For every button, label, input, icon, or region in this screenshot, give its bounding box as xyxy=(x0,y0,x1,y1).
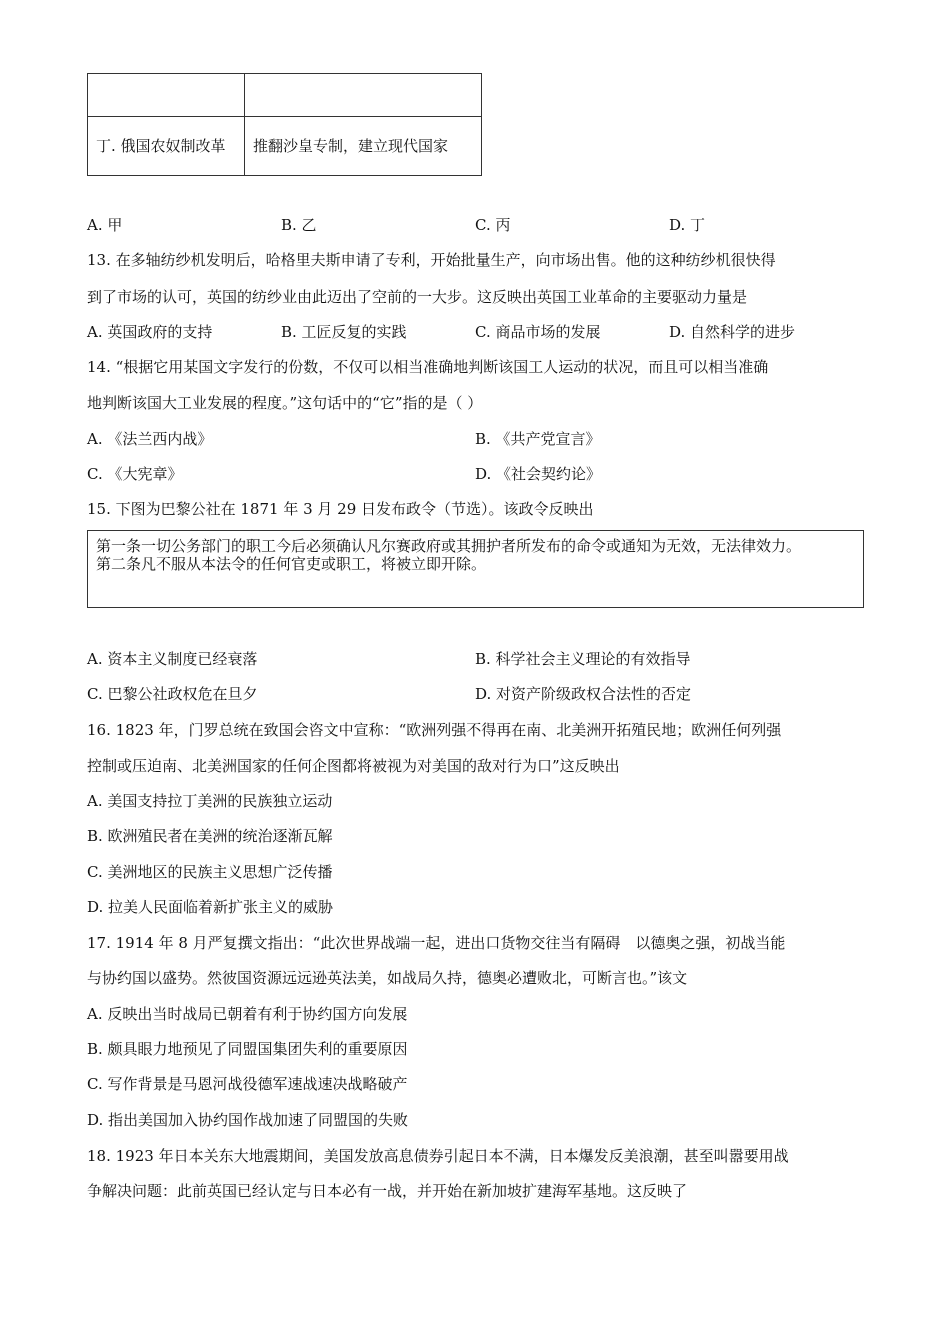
q16-stem-line: 控制或压迫南、北美洲国家的任何企图都将被视为对美国的敌对行为口”这反映出 xyxy=(87,757,620,775)
q13-option-c: C. 商品市场的发展 xyxy=(475,323,601,341)
q18-stem-line: 18. 1923 年日本关东大地震期间，美国发放高息债券引起日本不满，日本爆发反美浪潮，甚至叫嚣要用战 xyxy=(87,1147,789,1165)
q17-stem-line: 17. 1914 年 8 月严复撰文指出：“此次世界战端一起，进出口货物交往当有隔碍 以德奥之强，初战当能 xyxy=(87,934,786,952)
q15-stem-line: 15. 下图为巴黎公社在 1871 年 3 月 29 日发布政令（节选）。该政令反映出 xyxy=(87,500,594,518)
q16-stem-line: 16. 1823 年，门罗总统在致国会咨文中宣称：“欧洲列强不得再在南、北美洲开拓殖民地；欧洲任何列强 xyxy=(87,721,782,739)
q12-option-a: A. 甲 xyxy=(87,216,123,234)
q17-option-b: B. 颇具眼力地预见了同盟国集团失利的重要原因 xyxy=(87,1040,408,1058)
q17-option-a: A. 反映出当时战局已朝着有利于协约国方向发展 xyxy=(87,1005,408,1023)
q15-option-b: B. 科学社会主义理论的有效指导 xyxy=(475,650,691,668)
q13-stem-line: 到了市场的认可，英国的纺纱业由此迈出了空前的一大步。这反映出英国工业革命的主要驱动力量是 xyxy=(87,288,748,306)
table-row xyxy=(88,74,482,117)
q13-option-d: D. 自然科学的进步 xyxy=(669,323,796,341)
table-cell: 推翻沙皇专制，建立现代国家 xyxy=(245,117,482,176)
q15-option-d: D. 对资产阶级政权合法性的否定 xyxy=(475,685,692,703)
table-row xyxy=(88,117,482,176)
q16-option-c: C. 美洲地区的民族主义思想广泛传播 xyxy=(87,863,333,881)
q14-option-b: B. 《共产党宣言》 xyxy=(475,430,601,448)
q12-option-c: C. 丙 xyxy=(475,216,511,234)
q13-option-a: A. 英国政府的支持 xyxy=(87,323,213,341)
q14-stem-line: 地判断该国大工业发展的程度。”这句话中的“它”指的是（ ） xyxy=(87,394,483,412)
q16-option-a: A. 美国支持拉丁美洲的民族独立运动 xyxy=(87,792,333,810)
q12-option-b: B. 乙 xyxy=(281,216,317,234)
q12-option-d: D. 丁 xyxy=(669,216,706,234)
table-cell xyxy=(245,74,482,117)
q18-stem-line: 争解决问题：此前英国已经认定与日本必有一战，并开始在新加坡扩建海军基地。这反映了 xyxy=(87,1182,688,1200)
decree-excerpt-box xyxy=(87,530,864,608)
q14-option-a: A. 《法兰西内战》 xyxy=(87,430,213,448)
q16-option-b: B. 欧洲殖民者在美洲的统治逐渐瓦解 xyxy=(87,827,333,845)
q17-stem-line: 与协约国以盛势。然彼国资源远远逊英法美，如战局久持，德奥必遭败北，可断言也。”该文 xyxy=(87,969,688,987)
q13-option-b: B. 工匠反复的实践 xyxy=(281,323,407,341)
decree-article-1: 第一条一切公务部门的职工今后必须确认凡尔赛政府或其拥护者所发布的命令或通知为无效，无法律效力。 xyxy=(96,537,802,555)
decree-article-2: 第二条凡不服从本法令的任何官吏或职工，将被立即开除。 xyxy=(96,555,487,573)
q14-stem-line: 14. “根据它用某国文字发行的份数，不仅可以相当准确地判断该国工人运动的状况，而且可以相当准确 xyxy=(87,358,769,376)
q14-option-c: C. 《大宪章》 xyxy=(87,465,183,483)
q14-option-d: D. 《社会契约论》 xyxy=(475,465,602,483)
q17-option-c: C. 写作背景是马恩河战役德军速战速决战略破产 xyxy=(87,1075,408,1093)
table-cell: 丁. 俄国农奴制改革 xyxy=(88,117,245,176)
q17-option-d: D. 指出美国加入协约国作战加速了同盟国的失败 xyxy=(87,1111,409,1129)
q13-stem-line: 13. 在多轴纺纱机发明后，哈格里夫斯申请了专利，开始批量生产，向市场出售。他的这种纺纱机很快得 xyxy=(87,251,776,269)
table-cell xyxy=(88,74,245,117)
q15-option-c: C. 巴黎公社政权危在旦夕 xyxy=(87,685,258,703)
comparison-table xyxy=(87,73,482,176)
q16-option-d: D. 拉美人民面临着新扩张主义的威胁 xyxy=(87,898,334,916)
q15-option-a: A. 资本主义制度已经衰落 xyxy=(87,650,258,668)
